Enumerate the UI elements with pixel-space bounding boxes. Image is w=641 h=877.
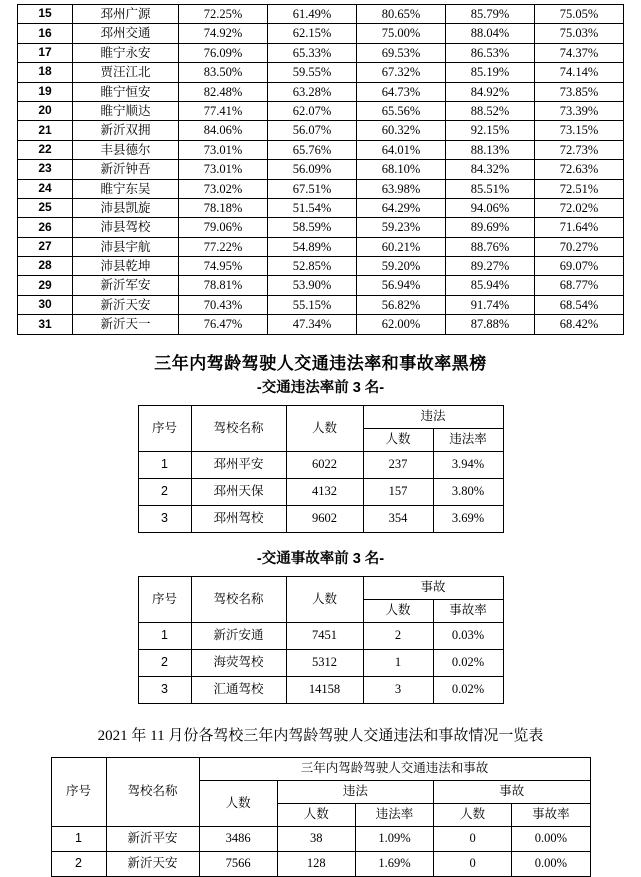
metric-1: 84.06% [179, 121, 268, 140]
metric-5: 68.42% [535, 315, 624, 334]
metric-4: 94.06% [446, 198, 535, 217]
metric-5: 72.73% [535, 140, 624, 159]
header-violation-count: 人数 [363, 428, 433, 451]
blacklist-title: 三年内驾龄驾驶人交通违法率和事故率黑榜 [154, 353, 487, 373]
metric-5: 68.54% [535, 295, 624, 314]
header-count: 人数 [286, 405, 363, 451]
row-index: 17 [18, 43, 73, 62]
row-index: 2 [138, 649, 191, 676]
metric-4: 84.32% [446, 160, 535, 179]
metric-3: 69.53% [357, 43, 446, 62]
table-row [138, 649, 503, 676]
school-name: 邳州平安 [191, 451, 286, 478]
row-index: 24 [18, 179, 73, 198]
table-row [18, 295, 624, 314]
metric-4: 88.76% [446, 237, 535, 256]
person-count: 4132 [286, 478, 363, 505]
header-count: 人数 [199, 780, 277, 826]
metric-1: 74.92% [179, 24, 268, 43]
table-row [18, 276, 624, 295]
metric-4: 85.79% [446, 5, 535, 24]
school-name: 沛县宇航 [73, 237, 179, 256]
table-row [18, 101, 624, 120]
table-header-row [138, 576, 503, 599]
row-index: 25 [18, 198, 73, 217]
metric-3: 59.20% [357, 257, 446, 276]
person-count: 7451 [286, 622, 363, 649]
metric-5: 74.14% [535, 63, 624, 82]
metric-2: 55.15% [268, 295, 357, 314]
metric-2: 62.15% [268, 24, 357, 43]
row-index: 1 [138, 622, 191, 649]
metric-5: 74.37% [535, 43, 624, 62]
row-index: 23 [18, 160, 73, 179]
header-count: 人数 [286, 576, 363, 622]
metric-3: 68.10% [357, 160, 446, 179]
row-index: 15 [18, 5, 73, 24]
metric-5: 75.03% [535, 24, 624, 43]
table-header-row [138, 405, 503, 428]
row-index: 27 [18, 237, 73, 256]
table-row [18, 140, 624, 159]
metric-3: 64.73% [357, 82, 446, 101]
table-row [18, 121, 624, 140]
ranking-table [17, 4, 624, 335]
school-name: 新沂双拥 [73, 121, 179, 140]
school-name: 汇通驾校 [191, 676, 286, 703]
metric-2: 59.55% [268, 63, 357, 82]
table-row [18, 43, 624, 62]
table-row [18, 257, 624, 276]
header-violation-rate: 违法率 [433, 428, 503, 451]
metric-5: 68.77% [535, 276, 624, 295]
bottom-table-title: 2021 年 11 月份各驾校三年内驾龄驾驶人交通违法和事故情况一览表 [97, 727, 544, 744]
header-accident-count: 人数 [363, 599, 433, 622]
violation-rate: 3.69% [433, 505, 503, 532]
metric-4: 85.94% [446, 276, 535, 295]
school-name: 新沂天一 [73, 315, 179, 334]
metric-1: 72.25% [179, 5, 268, 24]
metric-4: 85.51% [446, 179, 535, 198]
school-name: 丰县德尔 [73, 140, 179, 159]
school-name: 邳州驾校 [191, 505, 286, 532]
table-row [18, 237, 624, 256]
school-name: 新沂钟吾 [73, 160, 179, 179]
metric-2: 65.76% [268, 140, 357, 159]
row-index: 19 [18, 82, 73, 101]
monthly-summary-table [51, 757, 591, 877]
violation-top3-body [138, 405, 503, 532]
person-count: 7566 [199, 851, 277, 876]
table-row [138, 478, 503, 505]
school-name: 贾汪江北 [73, 63, 179, 82]
header-index: 序号 [51, 757, 106, 826]
table-row [18, 179, 624, 198]
table-row [51, 826, 590, 851]
row-index: 28 [18, 257, 73, 276]
accident-top3-body [138, 576, 503, 703]
header-violation-group: 违法 [363, 405, 503, 428]
ranking-table-body [18, 5, 624, 335]
metric-2: 47.34% [268, 315, 357, 334]
metric-4: 88.04% [446, 24, 535, 43]
metric-5: 72.51% [535, 179, 624, 198]
table-row [138, 676, 503, 703]
school-name: 邳州天保 [191, 478, 286, 505]
metric-3: 60.21% [357, 237, 446, 256]
metric-5: 73.39% [535, 101, 624, 120]
school-name: 沛县驾校 [73, 218, 179, 237]
accident-rate: 0.00% [512, 826, 590, 851]
metric-4: 88.13% [446, 140, 535, 159]
accident-rate: 0.02% [433, 676, 503, 703]
violation-rate: 1.09% [355, 826, 433, 851]
metric-1: 74.95% [179, 257, 268, 276]
header-violation-rate: 违法率 [355, 803, 433, 826]
metric-4: 85.19% [446, 63, 535, 82]
table-row [18, 218, 624, 237]
violation-count: 237 [363, 451, 433, 478]
header-index: 序号 [138, 405, 191, 451]
metric-3: 56.82% [357, 295, 446, 314]
metric-3: 75.00% [357, 24, 446, 43]
school-name: 邳州交通 [73, 24, 179, 43]
metric-5: 71.64% [535, 218, 624, 237]
metric-2: 65.33% [268, 43, 357, 62]
metric-1: 78.81% [179, 276, 268, 295]
metric-2: 62.07% [268, 101, 357, 120]
accident-rate: 0.00% [512, 851, 590, 876]
table-row [51, 851, 590, 876]
violation-count: 354 [363, 505, 433, 532]
school-name: 睢宁东吴 [73, 179, 179, 198]
header-school: 驾校名称 [106, 757, 199, 826]
header-accident-rate: 事故率 [512, 803, 590, 826]
violation-rate: 3.94% [433, 451, 503, 478]
row-index: 18 [18, 63, 73, 82]
row-index: 30 [18, 295, 73, 314]
accident-count: 0 [434, 851, 512, 876]
school-name: 新沂天安 [106, 851, 199, 876]
table-row [18, 315, 624, 334]
metric-1: 73.01% [179, 160, 268, 179]
metric-1: 77.22% [179, 237, 268, 256]
metric-3: 64.29% [357, 198, 446, 217]
metric-2: 56.09% [268, 160, 357, 179]
violation-rate: 1.69% [355, 851, 433, 876]
metric-3: 65.56% [357, 101, 446, 120]
header-overall-group: 三年内驾龄驾驶人交通违法和事故 [199, 757, 590, 780]
accident-count: 1 [363, 649, 433, 676]
person-count: 3486 [199, 826, 277, 851]
metric-4: 87.88% [446, 315, 535, 334]
metric-4: 89.27% [446, 257, 535, 276]
violation-subtitle: -交通违法率前 3 名- [256, 379, 385, 396]
metric-1: 79.06% [179, 218, 268, 237]
school-name: 新沂天安 [73, 295, 179, 314]
metric-2: 58.59% [268, 218, 357, 237]
person-count: 9602 [286, 505, 363, 532]
school-name: 新沂军安 [73, 276, 179, 295]
accident-count: 3 [363, 676, 433, 703]
school-name: 沛县乾坤 [73, 257, 179, 276]
metric-2: 67.51% [268, 179, 357, 198]
metric-1: 83.50% [179, 63, 268, 82]
table-row [18, 198, 624, 217]
table-row [18, 63, 624, 82]
metric-5: 75.05% [535, 5, 624, 24]
metric-5: 69.07% [535, 257, 624, 276]
header-accident-group: 事故 [363, 576, 503, 599]
accident-count: 0 [434, 826, 512, 851]
metric-2: 53.90% [268, 276, 357, 295]
metric-5: 73.15% [535, 121, 624, 140]
header-school: 驾校名称 [191, 405, 286, 451]
metric-1: 82.48% [179, 82, 268, 101]
metric-4: 91.74% [446, 295, 535, 314]
row-index: 29 [18, 276, 73, 295]
accident-count: 2 [363, 622, 433, 649]
metric-3: 59.23% [357, 218, 446, 237]
metric-1: 76.09% [179, 43, 268, 62]
table-row [138, 622, 503, 649]
metric-2: 51.54% [268, 198, 357, 217]
metric-4: 89.69% [446, 218, 535, 237]
header-accident-rate: 事故率 [433, 599, 503, 622]
metric-3: 60.32% [357, 121, 446, 140]
metric-1: 70.43% [179, 295, 268, 314]
school-name: 睢宁永安 [73, 43, 179, 62]
metric-2: 56.07% [268, 121, 357, 140]
header-index: 序号 [138, 576, 191, 622]
school-name: 睢宁顺达 [73, 101, 179, 120]
metric-2: 63.28% [268, 82, 357, 101]
header-school: 驾校名称 [191, 576, 286, 622]
metric-2: 54.89% [268, 237, 357, 256]
metric-5: 70.27% [535, 237, 624, 256]
row-index: 16 [18, 24, 73, 43]
metric-5: 72.02% [535, 198, 624, 217]
person-count: 5312 [286, 649, 363, 676]
metric-4: 86.53% [446, 43, 535, 62]
school-name: 沛县凯旋 [73, 198, 179, 217]
violation-top3-table [138, 405, 504, 533]
table-row [18, 82, 624, 101]
table-row [18, 5, 624, 24]
school-name: 睢宁恒安 [73, 82, 179, 101]
metric-4: 92.15% [446, 121, 535, 140]
row-index: 3 [138, 676, 191, 703]
row-index: 1 [138, 451, 191, 478]
row-index: 3 [138, 505, 191, 532]
table-row [138, 505, 503, 532]
metric-4: 84.92% [446, 82, 535, 101]
metric-1: 76.47% [179, 315, 268, 334]
row-index: 1 [51, 826, 106, 851]
metric-3: 63.98% [357, 179, 446, 198]
header-violation-count: 人数 [277, 803, 355, 826]
violation-rate: 3.80% [433, 478, 503, 505]
row-index: 22 [18, 140, 73, 159]
metric-5: 73.85% [535, 82, 624, 101]
metric-4: 88.52% [446, 101, 535, 120]
table-row [18, 160, 624, 179]
metric-3: 64.01% [357, 140, 446, 159]
metric-1: 73.01% [179, 140, 268, 159]
metric-2: 52.85% [268, 257, 357, 276]
metric-3: 56.94% [357, 276, 446, 295]
accident-top3-table [138, 576, 504, 704]
school-name: 新沂平安 [106, 826, 199, 851]
accident-rate: 0.03% [433, 622, 503, 649]
table-row [18, 24, 624, 43]
row-index: 2 [138, 478, 191, 505]
monthly-summary-body [51, 757, 590, 876]
school-name: 新沂安通 [191, 622, 286, 649]
row-index: 2 [51, 851, 106, 876]
violation-count: 128 [277, 851, 355, 876]
person-count: 6022 [286, 451, 363, 478]
metric-3: 67.32% [357, 63, 446, 82]
header-violation-group: 违法 [277, 780, 433, 803]
metric-3: 62.00% [357, 315, 446, 334]
metric-1: 77.41% [179, 101, 268, 120]
violation-count: 38 [277, 826, 355, 851]
metric-5: 72.63% [535, 160, 624, 179]
row-index: 20 [18, 101, 73, 120]
metric-1: 78.18% [179, 198, 268, 217]
metric-2: 61.49% [268, 5, 357, 24]
row-index: 31 [18, 315, 73, 334]
person-count: 14158 [286, 676, 363, 703]
metric-3: 80.65% [357, 5, 446, 24]
school-name: 邳州广源 [73, 5, 179, 24]
row-index: 21 [18, 121, 73, 140]
school-name: 海荧驾校 [191, 649, 286, 676]
metric-1: 73.02% [179, 179, 268, 198]
accident-subtitle: -交通事故率前 3 名- [256, 550, 385, 567]
header-accident-group: 事故 [434, 780, 590, 803]
header-accident-count: 人数 [434, 803, 512, 826]
row-index: 26 [18, 218, 73, 237]
violation-count: 157 [363, 478, 433, 505]
accident-rate: 0.02% [433, 649, 503, 676]
table-row [138, 451, 503, 478]
